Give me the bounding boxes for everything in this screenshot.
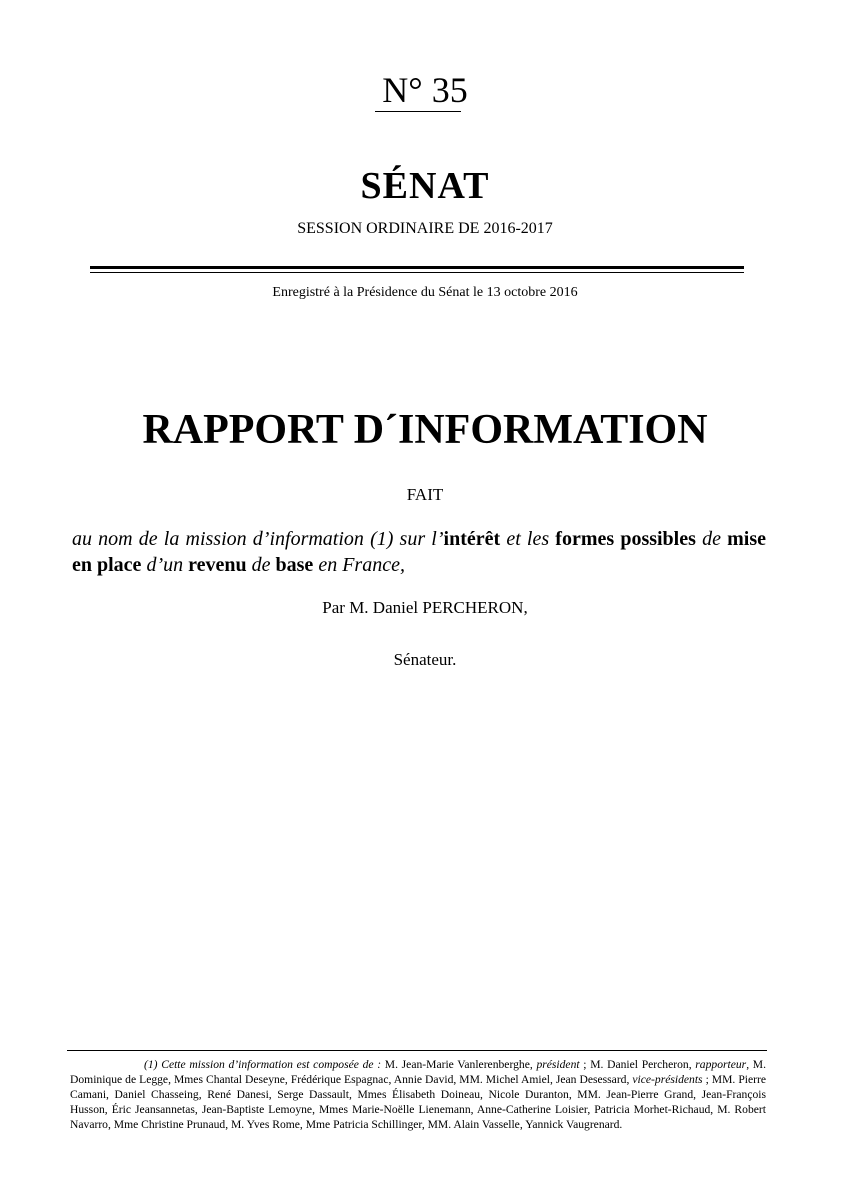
footnote-text: , M. Dominique de Legge, Mmes Chantal Deseyne, Frédérique Espagnac, Annie David, MM. Michel Amiel, Jean Desessard, (70, 1058, 766, 1086)
document-number: N° 35 (382, 70, 468, 110)
fait-label: FAIT (406, 485, 444, 504)
desc-keyword: mise en place (72, 528, 766, 576)
desc-keyword: revenu (188, 554, 247, 576)
desc-text: et les (500, 528, 556, 550)
footnote-role: rapporteur (695, 1058, 747, 1071)
author-line: Par M. Daniel PERCHERON, (322, 598, 528, 617)
desc-keyword: intérêt (443, 528, 501, 550)
session-label: SESSION ORDINAIRE DE 2016-2017 (297, 220, 553, 237)
footnote-role: vice-présidents (632, 1073, 703, 1086)
report-description (72, 526, 766, 578)
desc-keyword: base (275, 554, 314, 576)
desc-text: en France, (313, 554, 405, 576)
desc-text: de (246, 554, 276, 576)
desc-text: au nom de la mission d’information (1) sur l’ (72, 528, 444, 550)
footnote-text: ; M. Daniel Percheron, (579, 1058, 696, 1071)
footnote-separator (67, 1050, 767, 1051)
desc-text: de (695, 528, 728, 550)
footnote-role: président (536, 1058, 580, 1071)
document-number-underline (375, 111, 461, 112)
report-title: RAPPORT D´INFORMATION (142, 407, 708, 453)
desc-keyword: formes possibles (555, 528, 696, 550)
footnote-text: M. Jean-Marie Vanlerenberghe, (381, 1058, 537, 1071)
header-rule-thin (90, 272, 744, 273)
desc-text: d’un (141, 554, 189, 576)
chamber-name: SÉNAT (360, 165, 490, 207)
footnote-text: ; MM. Pierre Camani, Daniel Chasseing, René Danesi, Serge Dassault, Mmes Élisabeth Doineau, Nicole Duranton, MM. Jean-Pierre Grand, Jean-François Husson, Éric Jeansannetas, Jean-Baptiste Lemoyne, Mmes Marie-Noëlle Lienemann, Anne-Catherine Loisier, Patricia Morhet-Richaud, M. Robert Navarro, Mme Christine Prunaud, M. Yves Rome, Mme Patricia Schillinger, MM. Alain Vasselle, Yannick Vaugrenard. (70, 1073, 766, 1131)
registration-line: Enregistré à la Présidence du Sénat le 13 octobre 2016 (272, 285, 578, 300)
footnote (70, 1057, 766, 1132)
footnote-intro: (1) Cette mission d’information est composée de : (144, 1058, 382, 1071)
header-rule-thick (90, 266, 744, 269)
author-role: Sénateur. (393, 650, 457, 669)
